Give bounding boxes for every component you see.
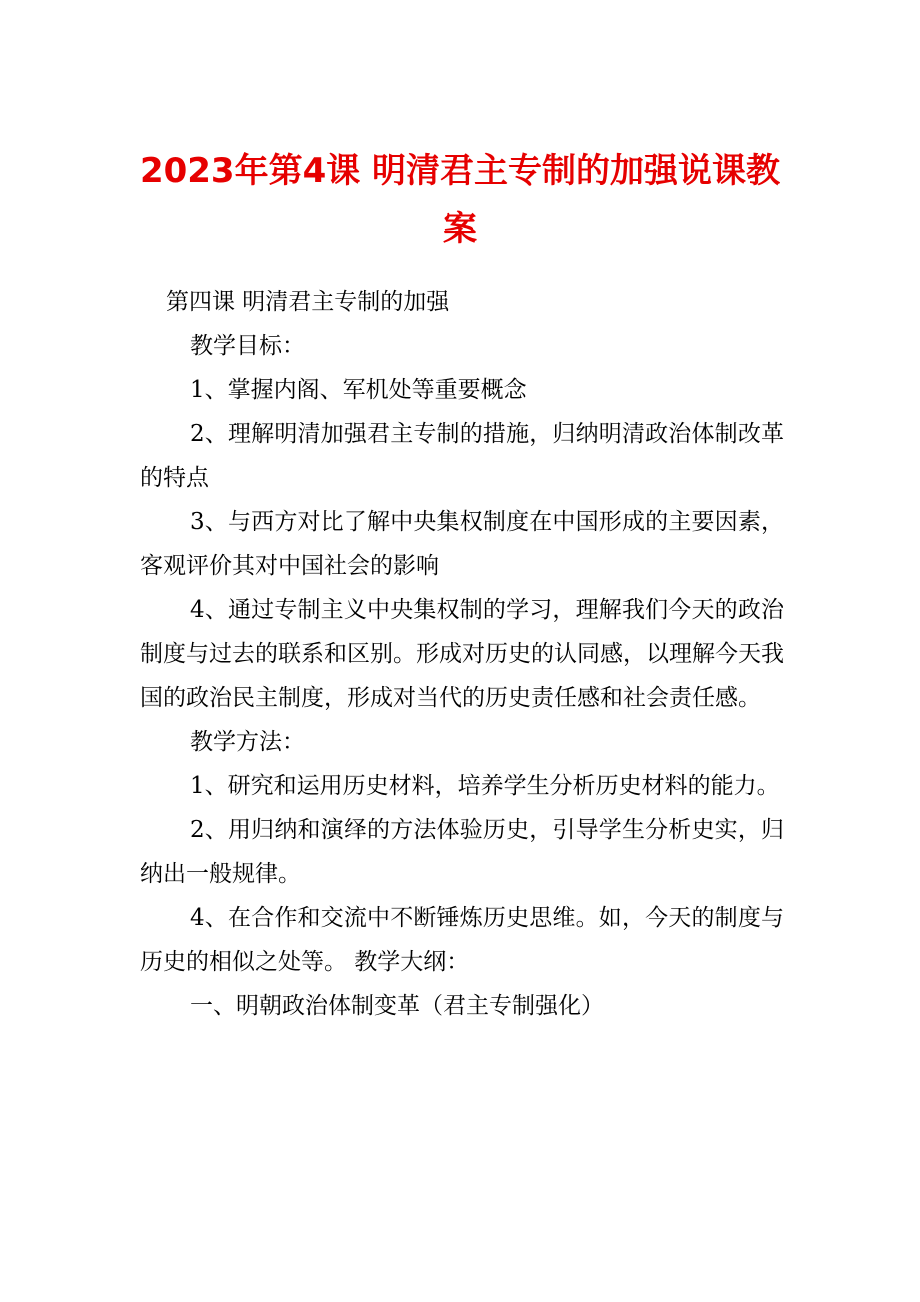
document-body	[140, 280, 784, 1028]
method-item: 2、用归纳和演绎的方法体验历史，引导学生分析史实，归纳出一般规律。	[140, 817, 784, 887]
objective-item: 2、理解明清加强君主专制的措施，归纳明清政治体制改革的特点	[140, 421, 784, 491]
objective-item: 4、通过专制主义中央集权制的学习，理解我们今天的政治制度与过去的联系和区别。形成对历史的认同感，以理解今天我国的政治民主制度，形成对当代的历史责任感和社会责任感。	[140, 597, 784, 711]
method-item: 4、在合作和交流中不断锤炼历史思维。如，今天的制度与历史的相似之处等。 教学大纲：	[140, 905, 784, 975]
methods-heading: 教学方法：	[190, 729, 305, 755]
objectives-heading: 教学目标：	[190, 333, 305, 359]
lesson-heading: 第四课 明清君主专制的加强	[166, 289, 450, 315]
title-line-2: 案	[443, 209, 477, 249]
objective-item: 1、掌握内阁、军机处等重要概念	[190, 377, 527, 403]
objective-item: 3、与西方对比了解中央集权制度在中国形成的主要因素，客观评价其对中国社会的影响	[140, 509, 784, 579]
document-title	[130, 142, 790, 258]
outline-section: 一、明朝政治体制变革（君主专制强化）	[190, 993, 604, 1019]
method-item: 1、研究和运用历史材料，培养学生分析历史材料的能力。	[190, 773, 780, 799]
title-line-1: 2023年第4课 明清君主专制的加强说课教	[139, 151, 781, 191]
